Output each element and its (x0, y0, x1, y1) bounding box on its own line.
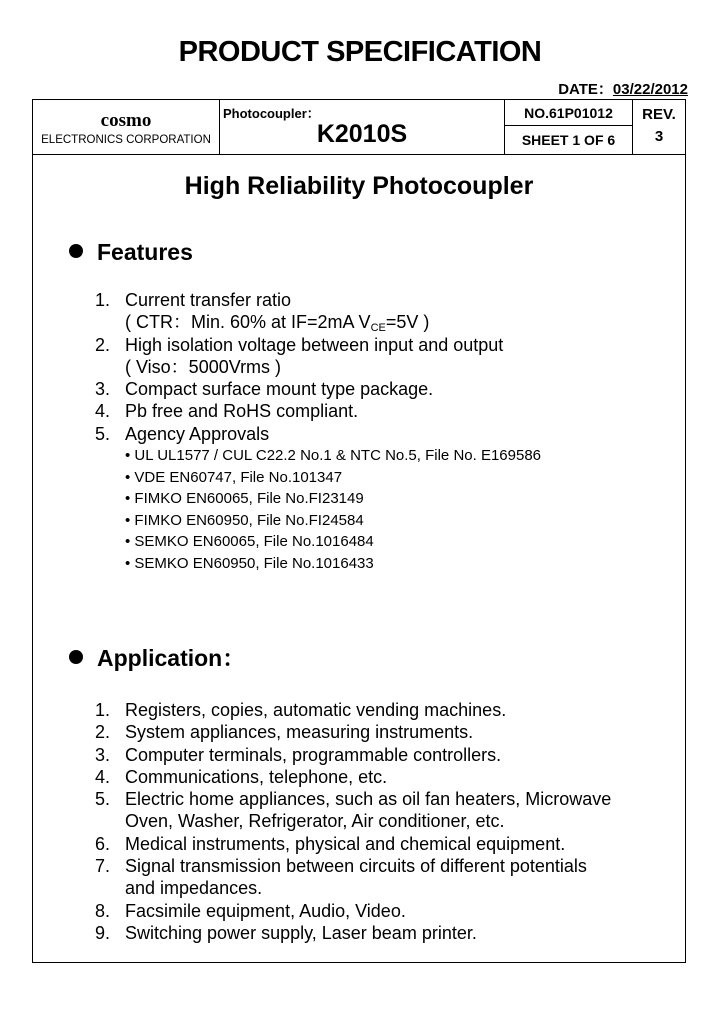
list-item: ( Viso：5000Vrms ) (125, 356, 282, 377)
company-name: ELECTRONICS CORPORATION (41, 134, 211, 146)
list-item: 3. Compact surface mount type package. (95, 379, 434, 400)
product-cell (220, 100, 505, 154)
list-item: 4. Pb free and RoHS compliant. (95, 401, 359, 422)
features-heading-text: Features (97, 239, 193, 265)
list-item: 8. Facsimile equipment, Audio, Video. (95, 900, 406, 921)
bullet-icon (69, 244, 83, 258)
spec-sheet (32, 99, 686, 963)
revision-value: 3 (654, 128, 664, 145)
approval-item: • SEMKO EN60950, File No.1016433 (125, 554, 374, 572)
list-item: Oven, Washer, Refrigerator, Air conditioner, etc. (125, 811, 505, 832)
approval-item: • UL UL1577 / CUL C22.2 No.1 & NTC No.5, File No. E169586 (125, 447, 542, 465)
bullet-icon (69, 650, 83, 664)
model-number: K2010S (316, 120, 408, 148)
list-item: 5. Electric home appliances, such as oil fan heaters, Microwave (95, 789, 612, 810)
list-item: 7. Signal transmission between circuits of different potentials (95, 856, 587, 877)
revision-label: REV. (642, 106, 676, 123)
company-cell (33, 100, 220, 154)
document-heading: High Reliability Photocoupler (184, 172, 534, 200)
application-list (95, 699, 611, 944)
company-logo: cosmo (100, 110, 152, 131)
list-item: 2. System appliances, measuring instruments. (95, 722, 474, 743)
features-list (95, 289, 541, 574)
list-item: 3. Computer terminals, programmable controllers. (95, 744, 502, 765)
approval-item: • FIMKO EN60950, File No.FI24584 (125, 511, 364, 529)
sheet-number: SHEET 1 OF 6 (521, 132, 616, 148)
date-line (558, 78, 688, 99)
approval-item: • VDE EN60747, File No.101347 (125, 468, 343, 486)
list-item: 1. Registers, copies, automatic vending machines. (95, 700, 507, 720)
list-item: 2. High isolation voltage between input and output (95, 334, 504, 355)
features-heading (69, 239, 193, 266)
product-label: Photocoupler： (223, 106, 320, 121)
page-title: PRODUCT SPECIFICATION (178, 36, 542, 68)
date-value: 03/22/2012 (612, 81, 688, 98)
list-item: 5. Agency Approvals (95, 423, 270, 444)
list-item: and impedances. (125, 878, 263, 899)
list-item: 6. Medical instruments, physical and chemical equipment. (95, 833, 566, 854)
revision-cell (633, 100, 685, 154)
application-heading (69, 640, 245, 673)
approval-item: • FIMKO EN60065, File No.FI23149 (125, 490, 364, 508)
list-item-ctr: ( CTR：Min. 60% at IF=2mA $V_{CE}=5V$ ) (125, 312, 430, 335)
header-table (33, 100, 685, 155)
document-cell (505, 100, 633, 154)
application-heading-text: Application： (97, 645, 246, 671)
list-item: 4. Communications, telephone, etc. (95, 766, 388, 787)
approval-item: • SEMKO EN60065, File No.1016484 (125, 533, 374, 551)
document-number: NO.61P01012 (505, 100, 632, 126)
list-item: 1. Current transfer ratio (95, 290, 292, 310)
date-label: DATE： (558, 81, 613, 98)
list-item: 9. Switching power supply, Laser beam printer. (95, 922, 477, 943)
